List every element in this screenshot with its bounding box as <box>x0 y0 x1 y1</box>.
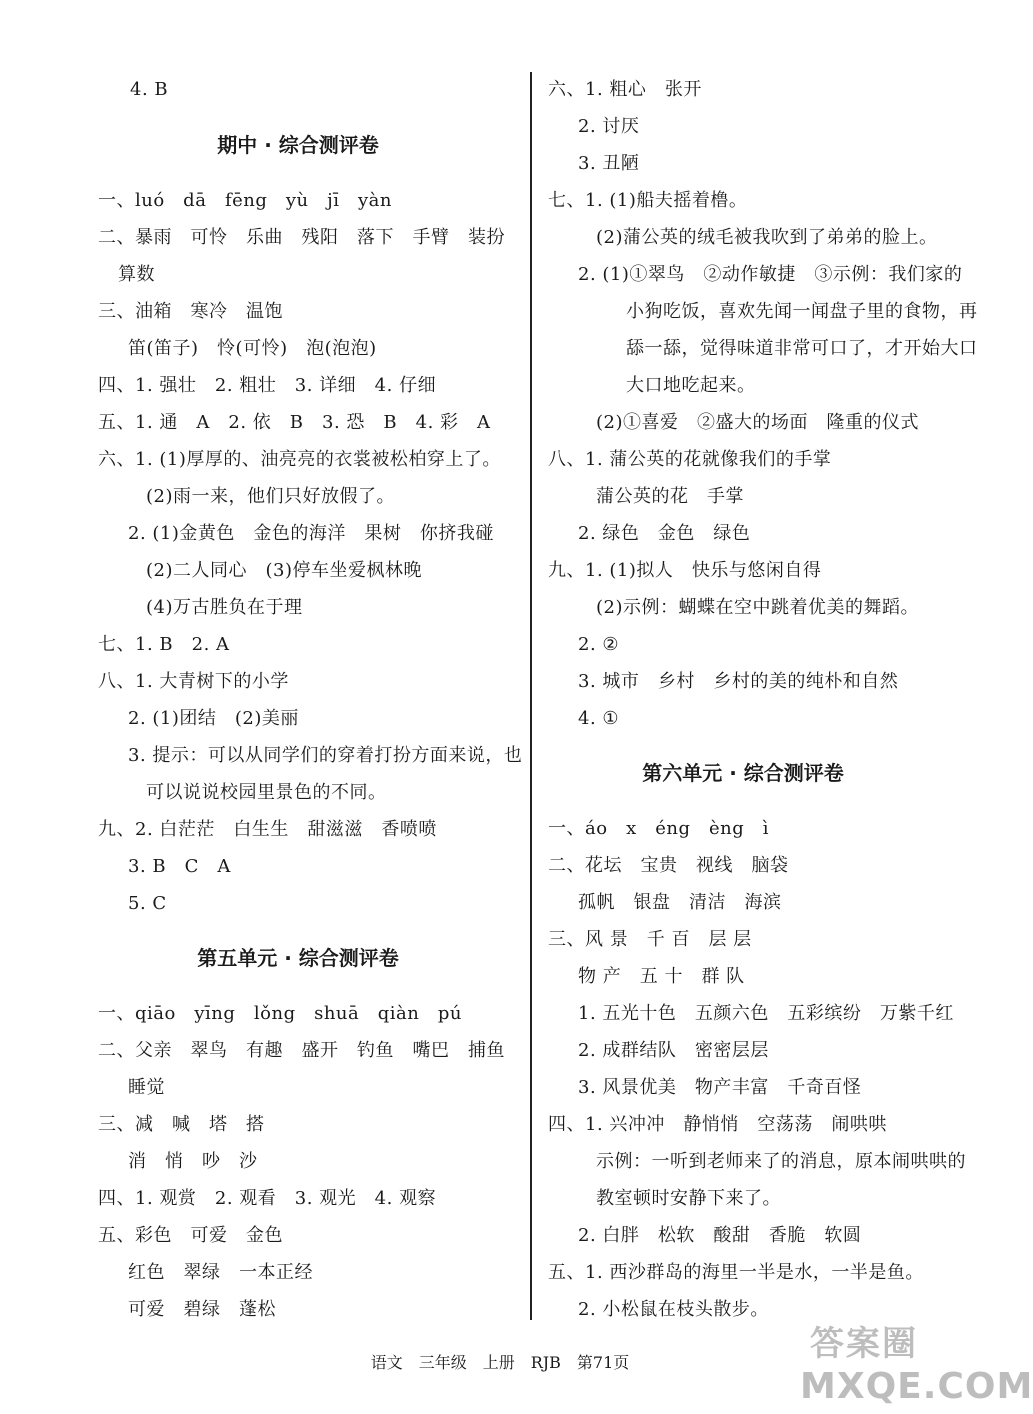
answer-line: 笛(笛子) 怜(可怜) 泡(泡泡) <box>128 338 377 359</box>
answer-line: 九、1. (1)拟人 快乐与悠闲自得 <box>548 560 822 581</box>
answer-line: 八、1. 蒲公英的花就像我们的手掌 <box>548 449 832 470</box>
answer-line: (2)蒲公英的绒毛被我吹到了弟弟的脸上。 <box>596 227 938 248</box>
answer-line: 3. 城市 乡村 乡村的美的纯朴和自然 <box>578 671 899 692</box>
answer-line: 六、1. 粗心 张开 <box>548 79 702 100</box>
answer-line: 3. 提示：可以从同学们的穿着打扮方面来说，也 <box>128 745 523 766</box>
answer-line: 八、1. 大青树下的小学 <box>98 671 289 692</box>
answer-line: 算数 <box>118 264 155 285</box>
answer-line: 可以说说校园里景色的不同。 <box>146 782 387 803</box>
answer-line: 六、1. (1)厚厚的、油亮亮的衣裳被松柏穿上了。 <box>98 449 501 470</box>
page-footer: 语文 三年级 上册 RJB 第71页 <box>370 1353 630 1372</box>
answer-line: 五、1. 西沙群岛的海里一半是水，一半是鱼。 <box>548 1262 924 1283</box>
answer-line: 三、风 景 千 百 层 层 <box>548 929 752 950</box>
answer-line: 七、1. B 2. A <box>98 634 230 655</box>
answer-line: 4. B <box>130 79 169 100</box>
answer-line: 2. ② <box>578 634 620 655</box>
answer-line: 蒲公英的花 手掌 <box>596 486 744 507</box>
answer-line: 二、父亲 翠鸟 有趣 盛开 钓鱼 嘴巴 捕鱼 <box>98 1040 505 1061</box>
answer-line: 三、油箱 寒冷 温饱 <box>98 301 283 322</box>
answer-line: 2. (1)①翠鸟 ②动作敏捷 ③示例：我们家的 <box>578 264 963 285</box>
answer-line: 小狗吃饭，喜欢先闻一闻盘子里的食物，再 <box>626 301 978 322</box>
answer-line: 一、áo x éng èng ì <box>548 818 770 839</box>
answer-line: 3. 丑陋 <box>578 153 640 174</box>
answer-line: 三、减 喊 塔 搭 <box>98 1114 265 1135</box>
answer-line: 2. 绿色 金色 绿色 <box>578 523 751 544</box>
answer-line: 孤帆 银盘 清洁 海滨 <box>578 892 782 913</box>
watermark-top-text: 答案圈 <box>810 1324 918 1364</box>
section-heading: 第五单元 · 综合测评卷 <box>197 946 399 970</box>
answer-line: 四、1. 观赏 2. 观看 3. 观光 4. 观察 <box>98 1188 437 1209</box>
column-divider <box>530 72 532 1320</box>
answer-line: (4)万古胜负在于理 <box>146 597 303 618</box>
answer-line: 七、1. (1)船夫摇着橹。 <box>548 190 748 211</box>
answer-line: 可爱 碧绿 蓬松 <box>128 1299 276 1320</box>
answer-line: 2. (1)金黄色 金色的海洋 果树 你挤我碰 <box>128 523 494 544</box>
answer-line: 大口地吃起来。 <box>626 375 756 396</box>
answer-line: 二、暴雨 可怜 乐曲 残阳 落下 手臂 装扮 <box>98 227 505 248</box>
watermark-logo <box>800 1316 1033 1412</box>
answer-line: 九、2. 白茫茫 白生生 甜滋滋 香喷喷 <box>98 819 437 840</box>
watermark-bottom-text: MXQE.COM <box>800 1366 1033 1407</box>
answer-line: 2. 讨厌 <box>578 116 640 137</box>
answer-line: 2. 成群结队 密密层层 <box>578 1040 769 1061</box>
answer-line: 4. ① <box>578 708 620 729</box>
section-heading: 第六单元 · 综合测评卷 <box>642 761 844 785</box>
answer-line: 五、彩色 可爱 金色 <box>98 1225 283 1246</box>
answer-line: 2. (1)团结 (2)美丽 <box>128 708 299 729</box>
answer-line: (2)二人同心 (3)停车坐爱枫林晚 <box>146 560 422 581</box>
answer-line: 四、1. 强壮 2. 粗壮 3. 详细 4. 仔细 <box>98 375 437 396</box>
answer-line: 2. 小松鼠在枝头散步。 <box>578 1299 769 1320</box>
answer-line: 睡觉 <box>128 1077 165 1098</box>
answer-line: 物 产 五 十 群 队 <box>578 966 745 987</box>
answer-line: 教室顿时安静下来了。 <box>596 1188 781 1209</box>
answer-line: (2)①喜爱 ②盛大的场面 隆重的仪式 <box>596 412 919 433</box>
answer-line: 一、luó dā fēng yù jī yàn <box>98 190 392 211</box>
section-heading: 期中 · 综合测评卷 <box>217 133 379 157</box>
answer-line: 5. C <box>128 893 167 914</box>
answer-line: 3. B C A <box>128 856 231 877</box>
answer-line: (2)示例：蝴蝶在空中跳着优美的舞蹈。 <box>596 597 919 618</box>
answer-line: 舔一舔，觉得味道非常可口了，才开始大口 <box>626 338 978 359</box>
answer-line: 示例：一听到老师来了的消息，原本闹哄哄的 <box>596 1151 966 1172</box>
answer-line: 1. 五光十色 五颜六色 五彩缤纷 万紫千红 <box>578 1003 954 1024</box>
answer-line: 一、qiāo yīng lǒng shuā qiàn pú <box>98 1003 462 1024</box>
answer-line: (2)雨一来，他们只好放假了。 <box>146 486 395 507</box>
answer-line: 2. 白胖 松软 酸甜 香脆 软圆 <box>578 1225 862 1246</box>
answer-line: 二、花坛 宝贵 视线 脑袋 <box>548 855 789 876</box>
answer-line: 消 悄 吵 沙 <box>128 1151 258 1172</box>
answer-line: 五、1. 通 A 2. 依 B 3. 恐 B 4. 彩 A <box>98 412 491 433</box>
answer-line: 四、1. 兴冲冲 静悄悄 空荡荡 闹哄哄 <box>548 1114 887 1135</box>
answer-line: 红色 翠绿 一本正经 <box>128 1262 313 1283</box>
answer-line: 3. 风景优美 物产丰富 千奇百怪 <box>578 1077 862 1098</box>
